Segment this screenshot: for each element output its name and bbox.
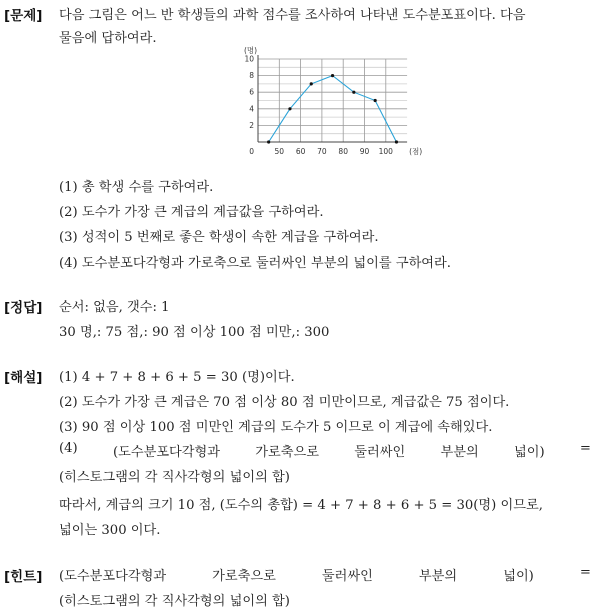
origin-label: 0 — [249, 147, 254, 156]
x-tick-label: 70 — [317, 147, 327, 156]
solution-line-3: (3) 90 점 이상 100 점 미만인 계급의 도수가 5 이므로 이 계급에 속해있다. — [59, 420, 493, 435]
hint-line-1-word: = — [579, 565, 591, 580]
problem-text-line-2: 물음에 답하여라. — [59, 31, 157, 46]
hint-line-1-word: 넓이) — [503, 569, 534, 584]
solution-line-4-word: (도수분포다각형과 — [112, 445, 221, 460]
y-tick-label: 2 — [249, 120, 254, 130]
data-point — [310, 82, 313, 85]
frequency-polygon-chart — [236, 42, 423, 160]
data-point — [331, 74, 334, 77]
question-1: (1) 총 학생 수를 구하여라. — [59, 180, 214, 195]
answer-tag: [정답] — [4, 300, 43, 316]
y-tick-label: 8 — [249, 71, 254, 81]
y-tick-label: 4 — [249, 104, 254, 114]
x-tick-label: 100 — [378, 147, 393, 156]
question-3: (3) 성적이 5 번째로 좋은 학생이 속한 계급을 구하여라. — [59, 230, 379, 245]
solution-tag: [해설] — [4, 370, 43, 386]
solution-line-2: (2) 도수가 가장 큰 계급은 70 점 이상 80 점 미만이므로, 계급값은 75 점이다. — [59, 395, 510, 410]
hint-tag: [힌트] — [4, 569, 43, 585]
solution-line-1: (1) 4 + 7 + 8 + 6 + 5 = 30 (명)이다. — [59, 370, 295, 385]
solution-line-4-word: 부분의 — [440, 445, 479, 460]
solution-line-4 — [59, 441, 591, 460]
answer-line-1: 순서: 없음, 갯수: 1 — [59, 300, 170, 315]
y-unit-label: (명) — [244, 46, 258, 55]
y-tick-label: 6 — [249, 87, 254, 97]
hint-line-1-word: 부분의 — [418, 569, 458, 584]
y-tick-label: 10 — [244, 54, 254, 64]
x-tick-label: 60 — [295, 147, 306, 156]
solution-line-4-word: (4) — [59, 441, 78, 456]
question-2: (2) 도수가 가장 큰 계급의 계급값을 구하여라. — [59, 205, 324, 220]
solution-line-6: 따라서, 계급의 크기 10 점, (도수의 총합) = 4 + 7 + 8 + 6 + 5 = 30(명) 이므로, — [59, 498, 543, 513]
x-unit-label: (점) — [409, 147, 423, 156]
answer-line-2: 30 명,: 75 점,: 90 점 이상 100 점 미만,: 300 — [59, 325, 330, 340]
hint-line-1-word: 둘러싸인 — [321, 569, 373, 584]
problem-tag: [문제] — [4, 8, 43, 24]
hint-line-1-word: 가로축으로 — [212, 569, 276, 584]
data-point — [267, 140, 270, 143]
data-point — [374, 99, 377, 102]
x-tick-label: 80 — [338, 147, 348, 156]
solution-line-4-word: 넓이) — [513, 445, 545, 460]
hint-line-1 — [59, 565, 591, 584]
solution-line-4-word: = — [579, 441, 591, 456]
data-point — [288, 107, 291, 110]
hint-line-1-word: (도수분포다각형과 — [59, 569, 167, 584]
data-point — [352, 91, 355, 94]
solution-line-4-word: 가로축으로 — [255, 445, 319, 460]
problem-text-line-1: 다음 그림은 어느 반 학생들의 과학 점수를 조사하여 나타낸 도수분포표이다. 다음 — [59, 8, 526, 23]
solution-line-7: 넓이는 300 이다. — [59, 523, 161, 538]
solution-line-4-word: 둘러싸인 — [354, 445, 406, 460]
solution-line-5: (히스토그램의 각 직사각형의 넓이의 합) — [59, 470, 290, 485]
x-tick-label: 50 — [274, 147, 285, 156]
question-4: (4) 도수분포다각형과 가로축으로 둘러싸인 부분의 넓이를 구하여라. — [59, 256, 451, 271]
hint-line-2: (히스토그램의 각 직사각형의 넓이의 합) — [59, 594, 290, 609]
data-point — [395, 140, 398, 143]
x-tick-label: 90 — [359, 147, 370, 156]
